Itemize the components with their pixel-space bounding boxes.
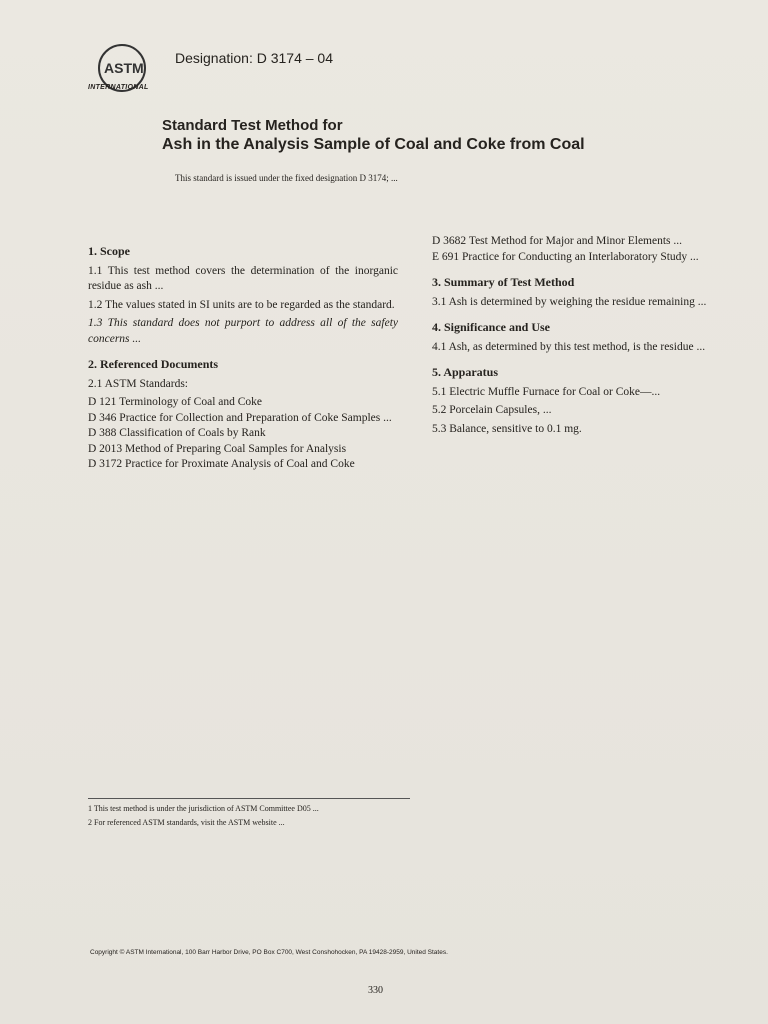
scope-p2: 1.2 The values stated in SI units are to be regarded as the standard. — [88, 298, 395, 311]
apparatus-heading: 5. Apparatus — [432, 365, 499, 379]
summary-p1: 3.1 Ash is determined by weighing the residue remaining ... — [432, 295, 707, 308]
copyright: Copyright © ASTM International, 100 Barr Harbor Drive, PO Box C700, West Conshohocken, PA 19428-2959, United States. — [90, 949, 448, 956]
summary-heading: 3. Summary of Test Method — [432, 275, 575, 289]
page-number: 330 — [368, 985, 383, 996]
apparatus-p1: 5.1 Electric Muffle Furnace for Coal or Coke—... — [432, 385, 661, 398]
logo-word: INTERNATIONAL — [88, 84, 149, 91]
scope-heading: 1. Scope — [88, 244, 130, 258]
left-column — [88, 234, 398, 473]
ref-item: E 691 Practice for Conducting an Interlaboratory Study ... — [432, 250, 699, 263]
issue-note: This standard is issued under the fixed designation D 3174; ... — [175, 173, 398, 183]
refs-heading: 2. Referenced Documents — [88, 357, 219, 371]
ref-item: D 388 Classification of Coals by Rank — [88, 427, 266, 439]
ref-item: D 3682 Test Method for Major and Minor Elements ... — [432, 235, 683, 247]
ref-item: D 121 Terminology of Coal and Coke — [88, 396, 263, 408]
apparatus-p2: 5.2 Porcelain Capsules, ... — [432, 404, 552, 416]
apparatus-p3: 5.3 Balance, sensitive to 0.1 mg. — [432, 422, 582, 435]
svg-text:ASTM: ASTM — [104, 60, 144, 76]
title-line2: Ash in the Analysis Sample of Coal and Coke from Coal — [162, 136, 585, 153]
ref-item: D 2013 Method of Preparing Coal Samples for Analysis — [88, 442, 347, 455]
scope-p1: 1.1 This test method covers the determination of the inorganic residue as ash ... — [88, 264, 398, 292]
footnote: 1 This test method is under the jurisdiction of ASTM Committee D05 ... — [88, 804, 319, 813]
significance-heading: 4. Significance and Use — [432, 320, 551, 334]
designation: Designation: D 3174 – 04 — [175, 50, 333, 66]
right-column — [432, 234, 742, 440]
refs-intro: 2.1 ASTM Standards: — [88, 377, 188, 390]
footnotes — [88, 798, 410, 831]
ref-item: D 346 Practice for Collection and Preparation of Coke Samples ... — [88, 411, 392, 424]
ref-item: D 3172 Practice for Proximate Analysis of Coal and Coke — [88, 458, 355, 470]
scope-p3: 1.3 This standard does not purport to address all of the safety concerns ... — [88, 317, 398, 345]
footnote: 2 For referenced ASTM standards, visit the ASTM website ... — [88, 818, 285, 827]
significance-p1: 4.1 Ash, as determined by this test method, is the residue ... — [432, 340, 706, 353]
title-line1: Standard Test Method for — [162, 117, 343, 134]
